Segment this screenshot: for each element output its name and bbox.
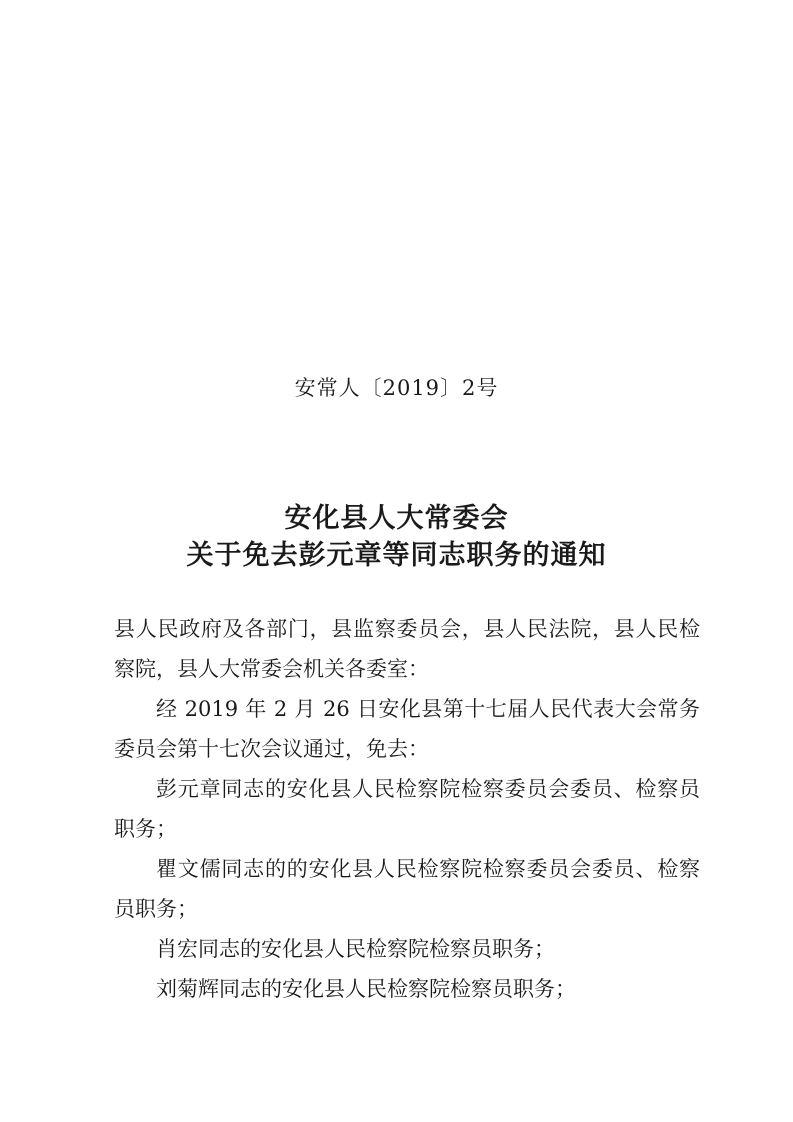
intro-paragraph: 经 2019 年 2 月 26 日安化县第十七届人民代表大会常务委员会第十七次会议通过，免去：: [114, 697, 700, 761]
document-body: [114, 609, 700, 1009]
dismissal-item: 瞿文儒同志的的安化县人民检察院检察委员会委员、检察员职务；: [114, 857, 700, 921]
dismissal-item: 肖宏同志的安化县人民检察院检察员职务；: [156, 937, 555, 961]
dismissal-item: 刘菊辉同志的安化县人民检察院检察员职务；: [156, 977, 576, 1001]
document-number: 安常人〔2019〕2号: [294, 376, 499, 400]
addressee-paragraph: 县人民政府及各部门，县监察委员会，县人民法院，县人民检察院，县人大常委会机关各委室：: [114, 617, 700, 681]
dismissal-item: 彭元章同志的安化县人民检察院检察委员会委员、检察员职务；: [114, 777, 700, 841]
document-title-line-2: 关于免去彭元章等同志职务的通知: [186, 540, 607, 571]
document-title-line-1: 安化县人大常委会: [284, 503, 509, 534]
